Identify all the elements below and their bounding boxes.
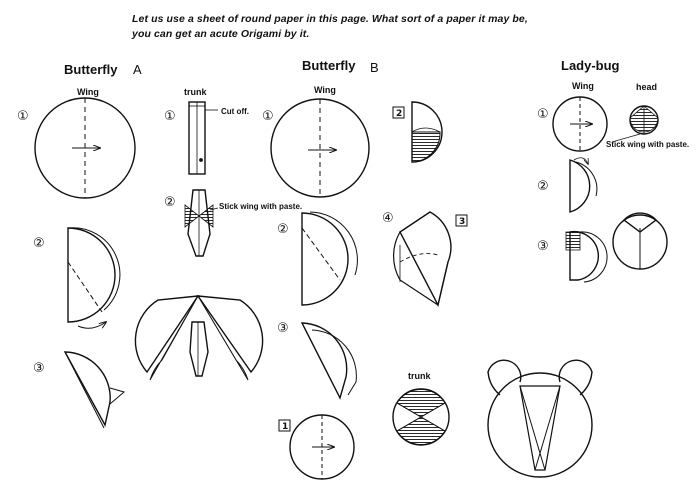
step-marker-lb3: ③	[537, 239, 549, 254]
butterfly-a-step1-circle	[35, 98, 135, 198]
stick-wing-note-a: Stick wing with paste.	[219, 202, 303, 211]
step-marker-trunk1: ①	[164, 109, 176, 124]
head-label-ladybug: head	[636, 82, 658, 92]
ladybug-title: Lady-bug	[561, 58, 620, 73]
boxed-marker-2-label: 2	[396, 109, 403, 119]
step-marker-b2: ②	[277, 222, 289, 237]
step-marker-trunk2: ②	[164, 195, 176, 210]
butterfly-b-finished	[488, 360, 592, 477]
trunk-a-step2	[185, 190, 218, 256]
butterfly-b-step3-fold	[302, 323, 356, 398]
ladybug-step3-assembly	[566, 232, 607, 282]
trunk-label-a: trunk	[184, 87, 207, 97]
butterfly-b-step2-fold	[302, 212, 357, 305]
wing-label-ladybug: Wing	[572, 81, 594, 91]
step-marker-a2: ②	[33, 236, 45, 251]
trunk-label-b: trunk	[408, 371, 431, 381]
butterfly-b-title: Butterfly	[302, 58, 356, 73]
ladybug-step2-fold	[570, 158, 597, 212]
butterfly-b-boxed-step2-half	[412, 102, 442, 162]
butterfly-b-trunk-disc	[393, 389, 449, 445]
butterfly-b-suffix: B	[370, 60, 379, 75]
boxed-marker-2	[393, 107, 404, 119]
ladybug-finished	[613, 213, 667, 269]
cut-off-note: Cut off.	[221, 107, 249, 116]
step-marker-a1: ①	[17, 109, 29, 124]
boxed-marker-1-label: 1	[282, 422, 289, 432]
butterfly-a-suffix: A	[133, 62, 142, 77]
step-marker-lb1: ①	[537, 107, 549, 122]
ladybug-step1-wing	[553, 97, 607, 151]
step-marker-b1: ①	[262, 109, 274, 124]
butterfly-a-step2-fold	[68, 228, 120, 329]
trunk-a-step1	[189, 102, 218, 174]
butterfly-a-finished	[135, 296, 262, 380]
step-marker-a3: ③	[33, 361, 45, 376]
intro-line-1: Let us use a sheet of round paper in this page. What sort of a paper it may be,	[132, 13, 528, 25]
wing-label-a: Wing	[77, 87, 99, 97]
butterfly-b-boxed-step1-circle	[290, 415, 354, 479]
step-marker-b4: ④	[382, 211, 394, 226]
butterfly-b-step1-circle	[271, 99, 369, 197]
step-marker-lb2: ②	[537, 179, 549, 194]
butterfly-a-title: Butterfly	[64, 62, 118, 77]
step-marker-b3: ③	[277, 321, 289, 336]
wing-label-b: Wing	[314, 85, 336, 95]
butterfly-a-step3-fold	[65, 352, 124, 428]
boxed-marker-3	[456, 215, 467, 227]
boxed-marker-3-label: 3	[459, 217, 466, 227]
stick-wing-note-ladybug: Stick wing with paste.	[606, 140, 690, 149]
intro-line-2: you can get an acute Origami by it.	[132, 28, 310, 40]
boxed-marker-1	[279, 420, 290, 432]
ladybug-step1-head	[612, 106, 658, 142]
butterfly-b-step4-assembly	[394, 212, 451, 305]
